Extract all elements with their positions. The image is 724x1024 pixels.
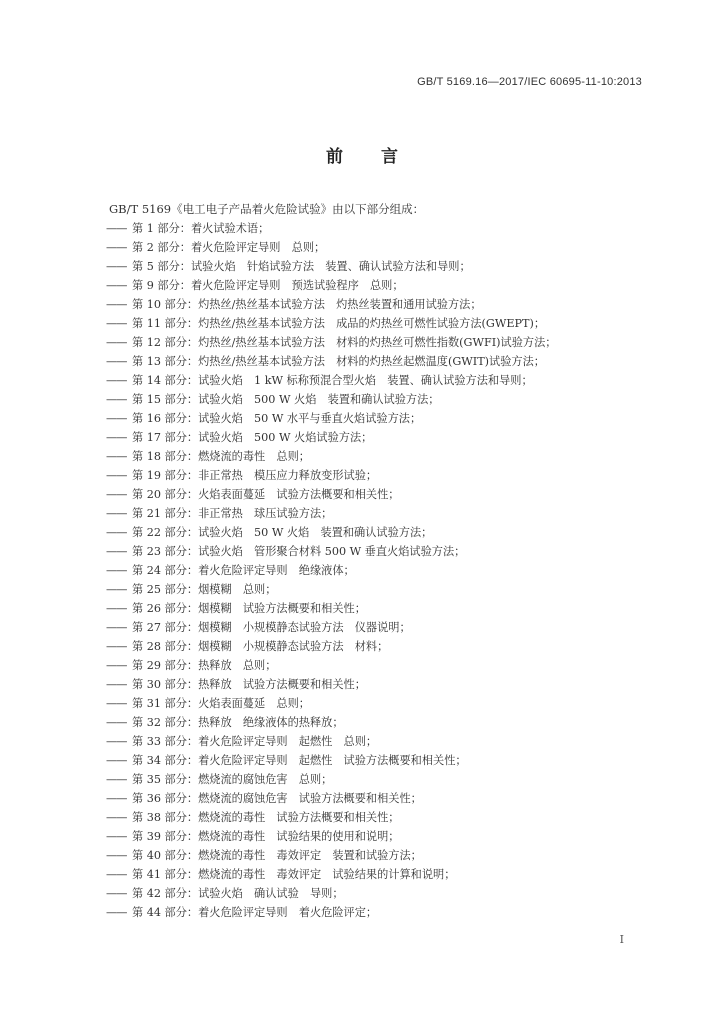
list-item: [106, 485, 556, 504]
list-dash: ——: [106, 659, 127, 672]
list-dash: ——: [106, 868, 127, 881]
list-item-text: 第 31 部分：火焰表面蔓延 总则；: [132, 697, 310, 710]
list-item: [106, 561, 556, 580]
list-item: [106, 637, 556, 656]
list-dash: ——: [106, 526, 127, 539]
list-dash: ——: [106, 849, 127, 862]
list-item: [106, 447, 556, 466]
list-item-text: 第 1 部分：着火试验术语；: [132, 222, 270, 235]
list-item-text: 第 18 部分：燃烧流的毒性 总则；: [132, 450, 310, 463]
list-dash: ——: [106, 773, 127, 786]
list-item: [106, 846, 556, 865]
list-dash: ——: [106, 450, 127, 463]
list-item-text: 第 21 部分：非正常热 球压试验方法；: [132, 507, 333, 520]
list-item: [106, 751, 556, 770]
list-item-text: 第 26 部分：烟模糊 试验方法概要和相关性；: [132, 602, 366, 615]
list-item-text: 第 16 部分：试验火焰 50 W 水平与垂直火焰试验方法；: [132, 412, 422, 425]
list-dash: ——: [106, 507, 127, 520]
list-item-text: 第 23 部分：试验火焰 管形聚合材料 500 W 垂直火焰试验方法；: [132, 545, 466, 558]
list-item: [106, 276, 556, 295]
list-item: [106, 618, 556, 637]
list-item: [106, 219, 556, 238]
list-item: [106, 428, 556, 447]
list-dash: ——: [106, 640, 127, 653]
list-item-text: 第 14 部分：试验火焰 1 kW 标称预混合型火焰 装置、确认试验方法和导则；: [132, 374, 533, 387]
list-item-text: 第 10 部分：灼热丝/热丝基本试验方法 灼热丝装置和通用试验方法；: [132, 298, 482, 311]
intro-paragraph: GB/T 5169《电工电子产品着火危险试验》由以下部分组成：: [109, 202, 425, 216]
list-item: [106, 694, 556, 713]
list-item: [106, 827, 556, 846]
list-item-text: 第 36 部分：燃烧流的腐蚀危害 试验方法概要和相关性；: [132, 792, 422, 805]
list-item-text: 第 44 部分：着火危险评定导则 着火危险评定；: [132, 906, 378, 919]
list-dash: ——: [106, 678, 127, 691]
list-item: [106, 523, 556, 542]
list-item-text: 第 5 部分：试验火焰 针焰试验方法 装置、确认试验方法和导则；: [132, 260, 471, 273]
list-dash: ——: [106, 260, 127, 273]
list-item-text: 第 35 部分：燃烧流的腐蚀危害 总则；: [132, 773, 333, 786]
list-item-text: 第 19 部分：非正常热 模压应力释放变形试验；: [132, 469, 378, 482]
list-dash: ——: [106, 906, 127, 919]
list-item: [106, 466, 556, 485]
list-item: [106, 865, 556, 884]
list-item: [106, 409, 556, 428]
list-item-text: 第 20 部分：火焰表面蔓延 试验方法概要和相关性；: [132, 488, 400, 501]
list-item-text: 第 42 部分：试验火焰 确认试验 导则；: [132, 887, 344, 900]
list-item: [106, 599, 556, 618]
list-dash: ——: [106, 469, 127, 482]
list-item-text: 第 28 部分：烟模糊 小规模静态试验方法 材料；: [132, 640, 389, 653]
list-item: [106, 713, 556, 732]
list-dash: ——: [106, 735, 127, 748]
list-item-text: 第 17 部分：试验火焰 500 W 火焰试验方法；: [132, 431, 373, 444]
list-item: [106, 808, 556, 827]
list-item: [106, 371, 556, 390]
list-item-text: 第 13 部分：灼热丝/热丝基本试验方法 材料的灼热丝起燃温度(GWIT)试验方法；: [132, 355, 545, 368]
list-dash: ——: [106, 830, 127, 843]
list-dash: ——: [106, 431, 127, 444]
list-dash: ——: [106, 887, 127, 900]
list-item-text: 第 34 部分：着火危险评定导则 起燃性 试验方法概要和相关性；: [132, 754, 467, 767]
list-dash: ——: [106, 621, 127, 634]
list-item: [106, 238, 556, 257]
list-dash: ——: [106, 241, 127, 254]
list-item-text: 第 15 部分：试验火焰 500 W 火焰 装置和确认试验方法；: [132, 393, 440, 406]
list-dash: ——: [106, 697, 127, 710]
list-dash: ——: [106, 279, 127, 292]
list-item-text: 第 30 部分：热释放 试验方法概要和相关性；: [132, 678, 366, 691]
standard-code-header: GB/T 5169.16—2017/IEC 60695-11-10:2013: [417, 76, 642, 88]
list-item-text: 第 40 部分：燃烧流的毒性 毒效评定 装置和试验方法；: [132, 849, 422, 862]
page-number: I: [619, 933, 624, 946]
list-dash: ——: [106, 336, 127, 349]
list-item: [106, 390, 556, 409]
list-dash: ——: [106, 412, 127, 425]
list-dash: ——: [106, 754, 127, 767]
title-char-1: 前: [326, 147, 343, 167]
list-item-text: 第 9 部分：着火危险评定导则 预选试验程序 总则；: [132, 279, 404, 292]
list-item: [106, 903, 556, 922]
list-item-text: 第 32 部分：热释放 绝缘液体的热释放；: [132, 716, 344, 729]
list-dash: ——: [106, 716, 127, 729]
list-item: [106, 789, 556, 808]
list-item-text: 第 22 部分：试验火焰 50 W 火焰 装置和确认试验方法；: [132, 526, 433, 539]
list-item: [106, 675, 556, 694]
list-item: [106, 542, 556, 561]
list-dash: ——: [106, 811, 127, 824]
list-dash: ——: [106, 355, 127, 368]
list-dash: ——: [106, 222, 127, 235]
list-item: [106, 732, 556, 751]
list-item: [106, 314, 556, 333]
list-item: [106, 333, 556, 352]
list-item-text: 第 27 部分：烟模糊 小规模静态试验方法 仪器说明；: [132, 621, 411, 634]
list-dash: ——: [106, 298, 127, 311]
parts-list: [106, 219, 556, 922]
list-dash: ——: [106, 488, 127, 501]
list-item: [106, 504, 556, 523]
list-dash: ——: [106, 583, 127, 596]
list-dash: ——: [106, 374, 127, 387]
list-item: [106, 352, 556, 371]
list-item: [106, 580, 556, 599]
list-item: [106, 656, 556, 675]
list-dash: ——: [106, 545, 127, 558]
list-item: [106, 295, 556, 314]
page-title: [0, 142, 724, 167]
list-item-text: 第 2 部分：着火危险评定导则 总则；: [132, 241, 326, 254]
list-item-text: 第 39 部分：燃烧流的毒性 试验结果的使用和说明；: [132, 830, 400, 843]
list-item-text: 第 33 部分：着火危险评定导则 起燃性 总则；: [132, 735, 378, 748]
list-item-text: 第 29 部分：热释放 总则；: [132, 659, 277, 672]
list-item-text: 第 38 部分：燃烧流的毒性 试验方法概要和相关性；: [132, 811, 400, 824]
list-dash: ——: [106, 393, 127, 406]
list-item-text: 第 41 部分：燃烧流的毒性 毒效评定 试验结果的计算和说明；: [132, 868, 456, 881]
list-dash: ——: [106, 602, 127, 615]
list-item-text: 第 11 部分：灼热丝/热丝基本试验方法 成品的灼热丝可燃性试验方法(GWEPT)；: [132, 317, 546, 330]
list-item: [106, 884, 556, 903]
list-dash: ——: [106, 792, 127, 805]
list-item: [106, 770, 556, 789]
list-dash: ——: [106, 317, 127, 330]
list-item-text: 第 12 部分：灼热丝/热丝基本试验方法 材料的灼热丝可燃性指数(GWFI)试验方法；: [132, 336, 557, 349]
list-item: [106, 257, 556, 276]
title-char-2: 言: [381, 147, 398, 167]
list-item-text: 第 25 部分：烟模糊 总则；: [132, 583, 277, 596]
list-item-text: 第 24 部分：着火危险评定导则 绝缘液体；: [132, 564, 355, 577]
list-dash: ——: [106, 564, 127, 577]
